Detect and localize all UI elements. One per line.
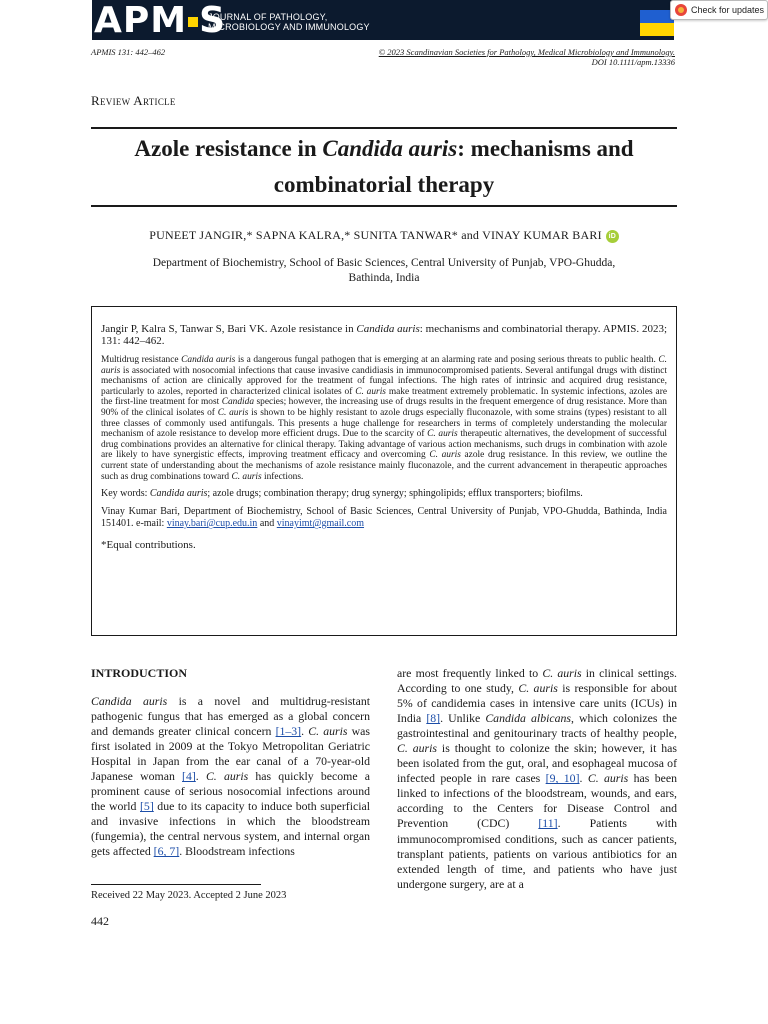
abstract-text [101, 355, 667, 482]
article-citation: Jangir P, Kalra S, Tanwar S, Bari VK. Azole resistance in Candida auris: mechanisms and combinatorial therapy. APMIS. 2023; 131: 442–462. [101, 323, 667, 347]
text-run: make treatment extremely problematic. In systemic infections, azoles are the first-line treatment for most [101, 386, 667, 408]
italic-term: Candida albicans [485, 711, 572, 726]
journal-name-line1: JOURNAL OF PATHOLOGY, [208, 12, 328, 22]
text-run: . [579, 771, 588, 786]
title-bottom-rule [91, 205, 677, 207]
title-top-rule [91, 127, 677, 129]
text-run: species; however, the increasing use of drugs results in the frequent emergence of drug resistance. More than 90% of the clinical isolates of [101, 397, 667, 418]
text-run: . Patients with immunocompromised conditions, such as cancer patients, transplant patients, patients on various antibiotics for an extended length of time, and patients who have just undergone surgery, are at a [397, 816, 677, 891]
text-run: has been linked to infections of the bloodstream, wounds, and ears, according to the Centers for Disease Control and Prevention (CDC) [397, 771, 677, 831]
text-run: are most frequently linked to [397, 666, 543, 680]
text-run: . [195, 769, 206, 784]
text-run: is a dangerous fungal pathogen that is emerging at an alarming rate and posing serious threats to public health. [235, 355, 659, 365]
email-link-1[interactable]: vinay.bari@cup.edu.in [166, 518, 258, 530]
italic-term: C. auris [397, 741, 437, 756]
text-run: therapeutic alternatives, the development of successful drug combinations provides an alternative for clinical therapy. Taking advantage of various action mechanisms, such drugs in combination with azole are likely to have synergistic effects, improving treatment efficacy and overcoming [101, 429, 667, 461]
reference-link[interactable]: [1–3] [275, 724, 302, 739]
reference-link[interactable]: [6, 7] [153, 844, 180, 859]
italic-term: C. auris [231, 471, 262, 482]
text-run: , which colonizes the gastrointestinal and genitourinary tracts of healthy people, [397, 711, 677, 741]
intro-right-column [397, 666, 677, 892]
journal-name-line2: MICROBIOLOGY AND IMMUNOLOGY [208, 22, 370, 32]
flag-icon [640, 10, 674, 36]
copyright-header [379, 47, 675, 67]
text-run: is thought to colonize the skin; however, it has been isolated from the gut, oral, and esophageal mucosa of infected people in rare cases [397, 741, 677, 786]
page-number: 442 [91, 914, 109, 928]
section-heading-introduction: INTRODUCTION [91, 666, 188, 680]
check-for-updates-label: Check for updates [691, 5, 765, 15]
text-run: is responsible for about 5% of candidemia cases in intensive care units (ICUs) in India [397, 681, 677, 726]
email-link-2[interactable]: vinayimt@gmail.com [276, 518, 365, 530]
text-run: Multidrug resistance [101, 355, 182, 365]
reference-link[interactable]: [5] [140, 799, 154, 814]
text-run: is a novel and multidrug-resistant pathogenic fungus that has emerged as a global concern and demands greater clinical concern [91, 694, 371, 739]
italic-term: Candida auris [181, 355, 236, 365]
text-run: is associated with nosocomial infections that cause invasive candidiasis in immunocompromised patients. Several antifungal drugs with distinct mechanisms of action are clinically approved for the treatment of fungal infections. The high rates of intrinsic and acquired drug resistance, particularly to azoles, reported in characterized clinical isolates of [101, 365, 667, 397]
journal-name [208, 12, 370, 32]
reference-link[interactable]: [11] [538, 816, 558, 831]
text-run: . Bloodstream infections [179, 844, 295, 859]
italic-term: C. auris [308, 724, 348, 739]
italic-term: C. auris [542, 666, 582, 680]
text-run: was first isolated in 2009 at the Tokyo Metropolitan Geriatric Hospital in Japan from the ear canal of a 70-year-old Japanese woman [91, 724, 370, 784]
reference-link[interactable]: [8] [426, 711, 441, 726]
journal-logo: APM S [94, 0, 227, 41]
italic-term: C. auris [427, 429, 458, 440]
text-run: is shown to be highly resistant to azole drugs especially fluconazole, with some strains (types) resistant to all three classes of commonly used antifungals. This presents a huge challenge for researchers in terms of completely understanding the molecular mechanism of azole resistance to develop more efficient drugs. Due to the scarcity of [101, 407, 668, 440]
keywords: Key words: Candida auris; azole drugs; combination therapy; drug synergy; sphingolipids; efflux transporters; biofilms. [101, 488, 583, 500]
italic-term: Candida auris [91, 694, 168, 708]
correspondence: Vinay Kumar Bari, Department of Biochemistry, School of Basic Sciences, Central University of Punjab, VPO-Ghudda, Bathinda, India 151401. e-mail: vinay.bari@cup.edu.in and vinayimt@gmail.com [101, 506, 667, 530]
intro-left-column [91, 666, 370, 860]
abstract-box [91, 306, 677, 636]
reference-link[interactable]: [9, 10] [545, 771, 580, 786]
intro-paragraph-left [91, 694, 370, 860]
text-run: infections. [261, 471, 304, 482]
text-run: azole drug resistance. In this review, we outline the current state of understanding about the mechanisms of azole resistance mainly fluconazole, and the current advancement in therapeutic approaches such as drug combinations toward [101, 450, 668, 482]
italic-term: C. auris [101, 355, 668, 376]
text-run: . [301, 724, 309, 739]
italic-term: C. auris [355, 386, 386, 397]
italic-term: C. auris [205, 769, 249, 784]
italic-term: C. auris [217, 407, 249, 418]
article-type: Review Article [91, 93, 176, 108]
italic-term: Candida [221, 397, 255, 408]
reference-link[interactable]: [4] [182, 769, 196, 784]
received-date: Received 22 May 2023. Accepted 2 June 2023 [91, 890, 287, 901]
affiliation: Department of Biochemistry, School of Basic Sciences, Central University of Punjab, VPO-Ghudda, Bathinda, India [152, 257, 616, 284]
article-title: Azole resistance in Candida auris: mechanisms and combinatorial therapy [134, 136, 634, 197]
italic-term: C. auris [518, 681, 558, 696]
intro-paragraph-right [397, 666, 677, 892]
italic-term: C. auris [587, 771, 629, 786]
orcid-icon[interactable]: iD [606, 230, 619, 243]
copyright-line: © 2023 Scandinavian Societies for Pathology, Medical Microbiology and Immunology. [378, 47, 675, 57]
text-run: . Unlike [440, 711, 486, 726]
crossmark-icon [675, 4, 687, 16]
author-list: PUNEET JANGIR,* SAPNA KALRA,* SUNITA TANWAR* and VINAY KUMAR BARI iD [91, 228, 677, 243]
citation-header: APMIS 131: 442–462 [91, 47, 166, 57]
text-run: in clinical settings. According to one study, [397, 666, 677, 696]
doi-line: DOI 10.1111/apm.13336 [591, 57, 675, 67]
equal-contributions-note: *Equal contributions. [101, 539, 196, 552]
check-for-updates-button[interactable] [670, 0, 768, 20]
text-run: has quickly become a prominent cause of serious nosocomial infections around the world [91, 769, 370, 814]
footnote-rule [91, 884, 261, 885]
italic-term: C. auris [429, 450, 461, 461]
text-run: due to its capacity to induce both superficial and invasive infections in which the bloodstream (fungemia), the central nervous system, and internal organ gets affected [91, 799, 371, 859]
